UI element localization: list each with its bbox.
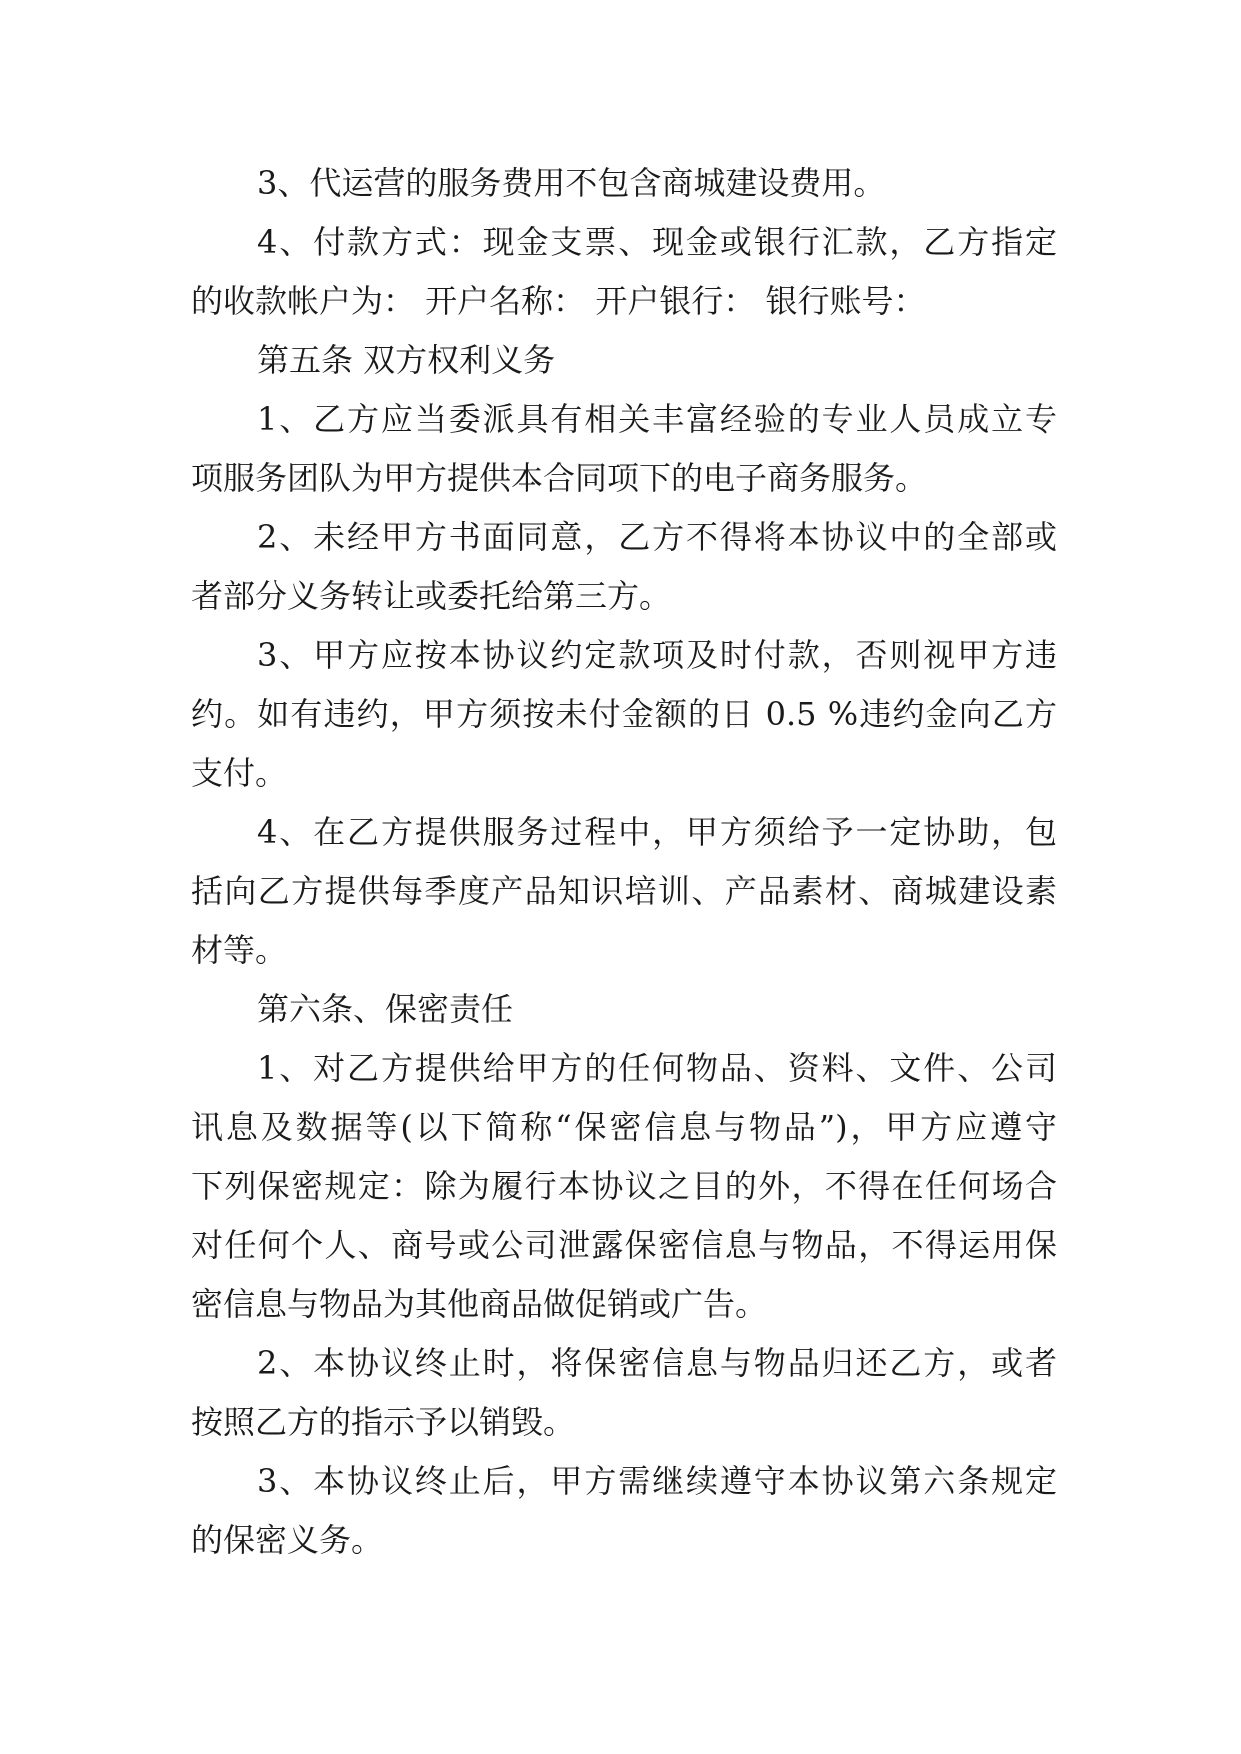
paragraph-line: 材等。 [191,931,288,969]
paragraph-line: 4、在乙方提供服务过程中，甲方须给予一定协助，包 [257,813,1057,851]
paragraph-line: 下列保密规定：除为履行本协议之目的外，不得在任何场合 [191,1167,1057,1205]
clause-item [191,1039,1057,1334]
paragraph-line: 括向乙方提供每季度产品知识培训、产品素材、商城建设素 [191,872,1057,910]
paragraph-line: 按照乙方的指示予以销毁。 [191,1403,576,1441]
paragraph-line: 3、本协议终止后，甲方需继续遵守本协议第六条规定 [257,1462,1057,1500]
paragraph-line: 1、对乙方提供给甲方的任何物品、资料、文件、公司 [257,1049,1057,1087]
clause-item [191,390,1057,508]
clause-item [191,1334,1057,1452]
clause-item [191,626,1057,803]
clause-item [191,508,1057,626]
paragraph-line: 的保密义务。 [191,1521,384,1559]
paragraph-line: 2、未经甲方书面同意，乙方不得将本协议中的全部或 [257,518,1057,556]
paragraph-line: 的收款帐户为： 开户名称： 开户银行： 银行账号： [191,282,926,320]
paragraph-line: 3、代运营的服务费用不包含商城建设费用。 [257,164,886,202]
paragraph-line: 3、甲方应按本协议约定款项及时付款，否则视甲方违 [257,636,1057,674]
paragraph-line: 4、付款方式：现金支票、现金或银行汇款，乙方指定 [257,223,1057,261]
paragraph-line: 对任何个人、商号或公司泄露保密信息与物品，不得运用保 [191,1226,1057,1264]
clause-item [191,1452,1057,1570]
paragraph-line: 密信息与物品为其他商品做促销或广告。 [191,1285,768,1323]
paragraph-line: 项服务团队为甲方提供本合同项下的电子商务服务。 [191,459,928,497]
paragraph-line: 讯息及数据等(以下简称“保密信息与物品”)，甲方应遵守 [191,1108,1057,1146]
paragraph-line: 2、本协议终止时，将保密信息与物品归还乙方，或者 [257,1344,1057,1382]
paragraph-line: 1、乙方应当委派具有相关丰富经验的专业人员成立专 [257,400,1057,438]
paragraph-line: 者部分义务转让或委托给第三方。 [191,577,672,615]
paragraph-line: 支付。 [191,754,288,792]
section-confidentiality [191,980,1057,1570]
paragraph-line: 约。如有违约，甲方须按未付金额的日 0.5 %违约金向乙方 [191,695,1057,733]
clause-item [191,213,1057,331]
section-heading: 第五条 双方权利义务 [257,341,556,379]
section-rights-obligations [191,331,1057,980]
clause-item [191,803,1057,980]
document-body [191,154,1057,1570]
clause-item [191,154,1057,213]
section-heading: 第六条、保密责任 [257,990,514,1028]
